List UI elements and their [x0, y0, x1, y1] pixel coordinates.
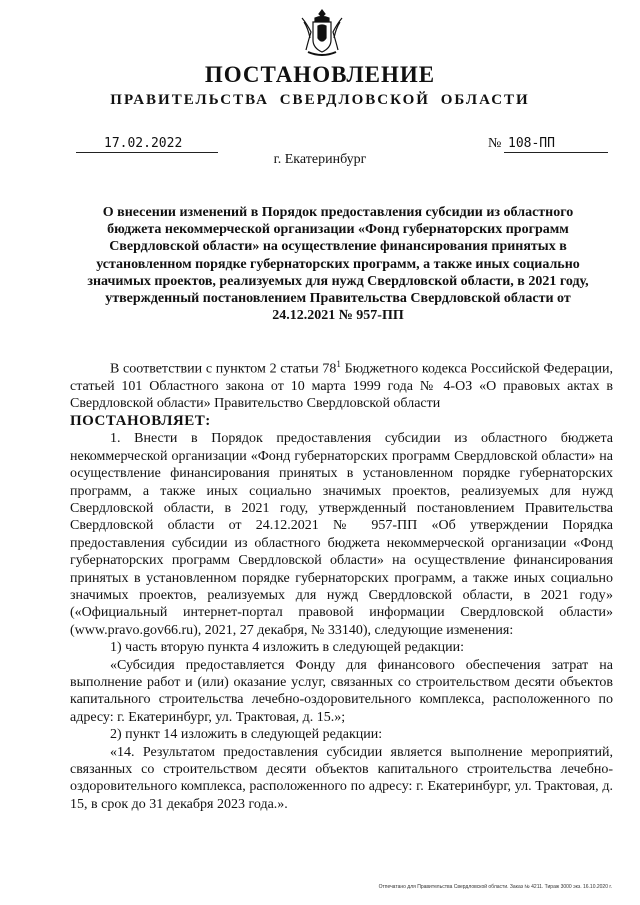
- preamble-superscript: 1: [336, 359, 341, 369]
- document-date: 17.02.2022: [76, 136, 218, 153]
- print-footer: Отпечатано для Правительства Свердловской области. Заказ № 4211. Тираж 3000 экз. 16.10.2020 г.: [378, 884, 612, 890]
- document-body: [70, 356, 613, 813]
- document-city: г. Екатеринбург: [273, 152, 367, 167]
- paragraph-item-1: 1. Внести в Порядок предоставления субсидии из областного бюджета некоммерческой организации «Фонд губернаторских программ Свердловской области» на осуществление финансирования принятых в установленном порядке губернаторских программ, а также иных социально значимых проектов, реализуемых для нужд Свердловской области, в 2021 году, утвержденный постановлением Правительства Свердловской области от 24.12.2021 № 957-ПП «Об утверждении Порядка предоставления субсидии из областного бюджета некоммерческой организации «Фонд губернаторских программ Свердловской области» на осуществление финансирования принятых в установленном порядке губернаторских программ, а также иных социально значимых проектов, реализуемых для нужд Свердловской области, в 2021 году» («Официальный интернет-портал правовой информации Свердловской области» (www.pravo.gov66.ru), 2021, 27 декабря, № 33140), следующие изменения:: [70, 431, 613, 638]
- document-number-label: №: [488, 136, 502, 151]
- document-number: 108-ПП: [504, 136, 608, 153]
- document-issuer: ПРАВИТЕЛЬСТВА СВЕРДЛОВСКОЙ ОБЛАСТИ: [110, 92, 530, 108]
- resolves-heading: ПОСТАНОВЛЯЕТ:: [70, 412, 211, 429]
- document-heading: О внесении изменений в Порядок предоставления субсидии из областного бюджета некоммерческой организации «Фонд губернаторских программ Свердловской области» на осуществление финансирования принятых в установленном порядке губернаторских программ, а также иных социально значимых проектов, реализуемых для нужд Свердловской области, в 2021 году, утвержденный постановлением Правительства Свердловской области от 24.12.2021 № 957-ПП: [87, 205, 589, 324]
- paragraph-quote-2: «14. Результатом предоставления субсидии является выполнение мероприятий, связанных со строительством десяти объектов капитального строительства лечебно-оздоровительного комплекса, расположенного по адресу: г. Екатеринбург, ул. Трактовая, д. 15, в срок до 31 декабря 2023 года.».: [70, 744, 613, 812]
- paragraph-quote-1: «Субсидия предоставляется Фонду для финансового обеспечения затрат на выполнение работ и (или) оказание услуг, связанных со строительством десяти объектов капитального строительства лечебно-оздоровительного комплекса, расположенного по адресу: г. Екатеринбург, ул. Трактовая, д. 15.»;: [70, 657, 613, 725]
- coat-of-arms-icon: [298, 8, 346, 58]
- preamble-end: Бюджетного кодекса Российской Федерации, статьей 101 Областного закона от 10 марта 1999 года № 4-ОЗ «О правовых актах в Свердловской области» Правительство Свердловской области: [70, 361, 613, 412]
- paragraph-subitem-2: 2) пункт 14 изложить в следующей редакции:: [110, 727, 383, 743]
- paragraph-subitem-1: 1) часть вторую пункта 4 изложить в следующей редакции:: [110, 640, 464, 656]
- preamble-start: В соответствии с пунктом 2 статьи 78: [110, 361, 337, 377]
- preamble-paragraph: [70, 356, 613, 413]
- document-title: ПОСТАНОВЛЕНИЕ: [204, 62, 436, 87]
